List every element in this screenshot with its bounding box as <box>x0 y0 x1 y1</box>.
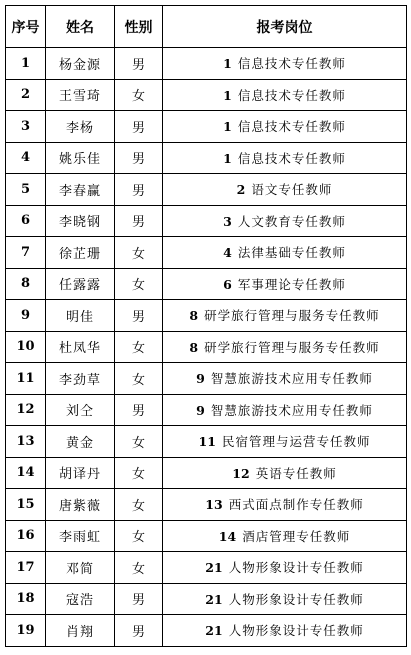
post-title: 人物形象设计专任教师 <box>228 623 364 639</box>
name-cell: 杨金源 <box>46 48 115 80</box>
header-name: 姓名 <box>46 6 115 48</box>
gender-cell: 男 <box>115 111 163 143</box>
name-cell: 李劲草 <box>46 363 115 395</box>
serial-no-cell: 17 <box>6 552 46 584</box>
applied-post-cell <box>163 300 407 332</box>
post-title: 智慧旅游技术应用专任教师 <box>210 402 373 418</box>
serial-no-cell: 1 <box>6 48 46 80</box>
applied-post-cell <box>163 363 407 395</box>
gender-cell: 男 <box>115 142 163 174</box>
post-number: 3 <box>223 213 232 229</box>
gender-cell: 女 <box>115 426 163 458</box>
table-row <box>6 237 407 269</box>
gender-cell: 男 <box>115 174 163 206</box>
table-row <box>6 205 407 237</box>
serial-no-cell: 10 <box>6 331 46 363</box>
applied-post-cell <box>163 142 407 174</box>
serial-no-cell: 19 <box>6 615 46 647</box>
table-row <box>6 174 407 206</box>
name-cell: 刘仝 <box>46 394 115 426</box>
name-cell: 李春赢 <box>46 174 115 206</box>
gender-cell: 男 <box>115 205 163 237</box>
post-number: 4 <box>223 245 232 261</box>
gender-cell: 男 <box>115 300 163 332</box>
name-cell: 黄金 <box>46 426 115 458</box>
applied-post-cell <box>163 331 407 363</box>
serial-no-cell: 13 <box>6 426 46 458</box>
post-number: 6 <box>223 276 232 292</box>
serial-no-cell: 3 <box>6 111 46 143</box>
applied-post-cell <box>163 48 407 80</box>
name-cell: 唐紫薇 <box>46 489 115 521</box>
table-row <box>6 268 407 300</box>
table-body <box>6 48 407 647</box>
post-number: 11 <box>198 434 216 450</box>
table-row <box>6 48 407 80</box>
table-row <box>6 520 407 552</box>
table-row <box>6 457 407 489</box>
serial-no-cell: 14 <box>6 457 46 489</box>
post-number: 9 <box>196 371 205 387</box>
name-cell: 寇浩 <box>46 583 115 615</box>
gender-cell: 男 <box>115 615 163 647</box>
name-cell: 杜凤华 <box>46 331 115 363</box>
gender-cell: 女 <box>115 520 163 552</box>
applied-post-cell <box>163 237 407 269</box>
name-cell: 王雪琦 <box>46 79 115 111</box>
post-title: 法律基础专任教师 <box>237 245 346 261</box>
serial-no-cell: 9 <box>6 300 46 332</box>
name-cell: 姚乐佳 <box>46 142 115 174</box>
applied-post-cell <box>163 394 407 426</box>
post-number: 1 <box>223 56 232 72</box>
name-cell: 明佳 <box>46 300 115 332</box>
gender-cell: 女 <box>115 489 163 521</box>
post-title: 语文专任教师 <box>251 182 333 198</box>
applied-post-cell <box>163 79 407 111</box>
name-cell: 李晓钢 <box>46 205 115 237</box>
applied-post-cell <box>163 426 407 458</box>
gender-cell: 女 <box>115 552 163 584</box>
post-number: 8 <box>189 339 199 355</box>
gender-cell: 男 <box>115 583 163 615</box>
post-number: 21 <box>205 560 223 576</box>
table-row <box>6 363 407 395</box>
name-cell: 任露露 <box>46 268 115 300</box>
table-row <box>6 394 407 426</box>
name-cell: 李杨 <box>46 111 115 143</box>
post-title: 信息技术专任教师 <box>237 87 346 103</box>
post-number: 21 <box>205 623 223 639</box>
gender-cell: 女 <box>115 363 163 395</box>
header-serial-no: 序号 <box>6 6 46 48</box>
post-title: 研学旅行管理与服务专任教师 <box>204 308 380 324</box>
post-number: 8 <box>189 308 199 324</box>
applied-post-cell <box>163 205 407 237</box>
serial-no-cell: 5 <box>6 174 46 206</box>
gender-cell: 女 <box>115 79 163 111</box>
applied-post-cell <box>163 457 407 489</box>
post-title: 人文教育专任教师 <box>237 213 346 229</box>
gender-cell: 男 <box>115 394 163 426</box>
applied-post-cell <box>163 111 407 143</box>
post-number: 12 <box>232 465 250 481</box>
gender-cell: 男 <box>115 48 163 80</box>
table-row <box>6 489 407 521</box>
table-row <box>6 111 407 143</box>
post-title: 研学旅行管理与服务专任教师 <box>204 339 380 355</box>
serial-no-cell: 7 <box>6 237 46 269</box>
table-row <box>6 615 407 647</box>
applied-post-cell <box>163 174 407 206</box>
table-row <box>6 79 407 111</box>
applied-post-cell <box>163 552 407 584</box>
applied-post-cell <box>163 489 407 521</box>
serial-no-cell: 18 <box>6 583 46 615</box>
serial-no-cell: 15 <box>6 489 46 521</box>
post-title: 信息技术专任教师 <box>237 119 346 135</box>
post-title: 民宿管理与运营专任教师 <box>221 434 371 450</box>
table-row <box>6 426 407 458</box>
post-title: 人物形象设计专任教师 <box>228 560 364 576</box>
table-row <box>6 142 407 174</box>
post-number: 1 <box>223 87 232 103</box>
header-applied-post: 报考岗位 <box>163 6 407 48</box>
post-title: 信息技术专任教师 <box>237 150 346 166</box>
gender-cell: 女 <box>115 268 163 300</box>
gender-cell: 女 <box>115 331 163 363</box>
table-row <box>6 552 407 584</box>
post-title: 西式面点制作专任教师 <box>228 497 364 513</box>
gender-cell: 女 <box>115 457 163 489</box>
applied-post-cell <box>163 583 407 615</box>
post-number: 1 <box>223 150 232 166</box>
serial-no-cell: 2 <box>6 79 46 111</box>
table-row <box>6 300 407 332</box>
serial-no-cell: 12 <box>6 394 46 426</box>
post-number: 14 <box>218 528 237 544</box>
post-title: 人物形象设计专任教师 <box>228 591 364 607</box>
serial-no-cell: 8 <box>6 268 46 300</box>
name-cell: 徐芷珊 <box>46 237 115 269</box>
gender-cell: 女 <box>115 237 163 269</box>
post-number: 9 <box>196 402 205 418</box>
post-number: 21 <box>205 591 223 607</box>
post-number: 2 <box>236 182 246 198</box>
serial-no-cell: 11 <box>6 363 46 395</box>
serial-no-cell: 16 <box>6 520 46 552</box>
name-cell: 胡译丹 <box>46 457 115 489</box>
post-number: 1 <box>223 119 232 135</box>
post-number: 13 <box>205 497 223 513</box>
name-cell: 邓简 <box>46 552 115 584</box>
header-gender: 性别 <box>115 6 163 48</box>
post-title: 信息技术专任教师 <box>237 56 346 72</box>
serial-no-cell: 4 <box>6 142 46 174</box>
applied-post-cell <box>163 615 407 647</box>
candidate-table <box>5 5 407 647</box>
table-header-row <box>6 6 407 48</box>
table-row <box>6 331 407 363</box>
table-row <box>6 583 407 615</box>
name-cell: 李雨虹 <box>46 520 115 552</box>
applied-post-cell <box>163 268 407 300</box>
post-title: 英语专任教师 <box>255 465 337 481</box>
post-title: 酒店管理专任教师 <box>242 528 351 544</box>
applied-post-cell <box>163 520 407 552</box>
post-title: 军事理论专任教师 <box>237 276 346 292</box>
name-cell: 肖翔 <box>46 615 115 647</box>
serial-no-cell: 6 <box>6 205 46 237</box>
post-title: 智慧旅游技术应用专任教师 <box>210 371 373 387</box>
